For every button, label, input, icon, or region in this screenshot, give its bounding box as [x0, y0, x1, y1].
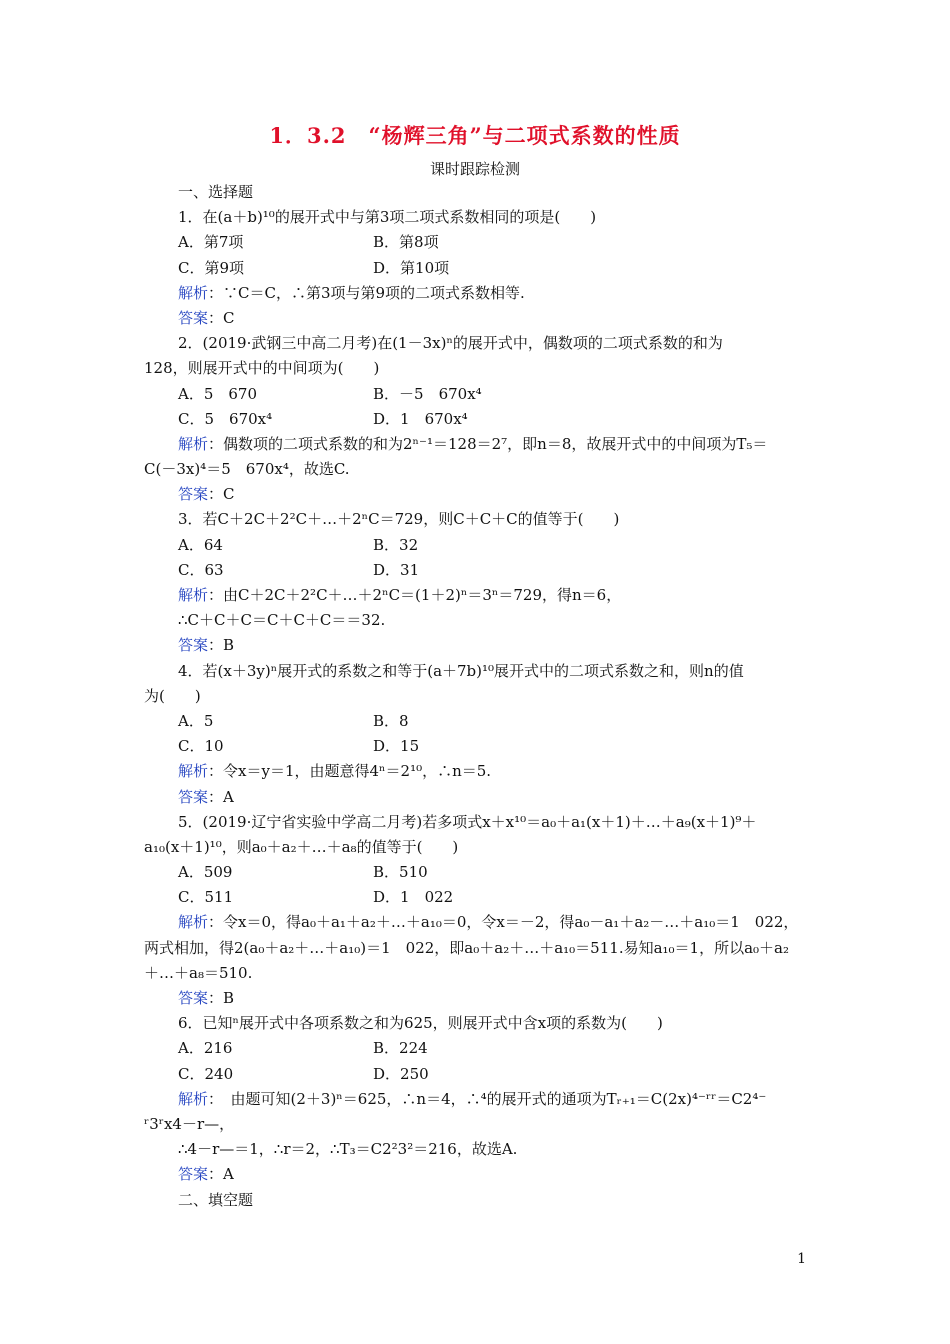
- options-row: [144, 558, 808, 583]
- options-row: [144, 1062, 808, 1087]
- question-stem-cont: 为( ): [144, 686, 201, 705]
- solution-line: 解析：偶数项的二项式系数的和为2ⁿ⁻¹＝128＝2⁷，即n＝8，故展开式中的中间项为T₅＝: [178, 434, 768, 453]
- answer-label: 答案: [178, 485, 209, 504]
- option: A．5: [178, 711, 214, 730]
- section-heading: 一、选择题: [178, 183, 254, 201]
- options-row: [144, 533, 808, 558]
- options-row: [144, 885, 808, 910]
- options-row: [144, 734, 808, 759]
- option: D．1 670x⁴: [373, 409, 468, 428]
- page-number: 1: [797, 1251, 806, 1267]
- solution-label: 解析: [178, 434, 209, 453]
- answer-label: 答案: [178, 787, 209, 806]
- section-heading: 二、填空题: [178, 1190, 254, 1209]
- option: A．216: [178, 1039, 233, 1058]
- solution-line: 解析：令x＝0，得a₀＋a₁＋a₂＋…＋a₁₀＝0，令x＝－2，得a₀－a₁＋a₂－…＋a₁₀＝1 022，: [178, 913, 799, 932]
- option: B．8: [373, 711, 409, 730]
- question-stem: 1．在(a＋b)¹⁰的展开式中与第3项二项式系数相同的项是( ): [178, 208, 597, 227]
- option: D．第10项: [373, 258, 450, 277]
- solution-cont: C(－3x)⁴＝5 670x⁴，故选C.: [144, 460, 350, 479]
- solution-label: 解析: [178, 913, 209, 932]
- answer-line: 答案：C: [178, 308, 235, 327]
- option: D．15: [373, 737, 420, 756]
- answer-line: 答案：A: [178, 1165, 234, 1184]
- solution-line: 解析： 由题可知(2＋3)ⁿ＝625，∴n＝4，∴⁴的展开式的通项为Tᵣ₊₁＝C(2x)⁴⁻ʳʳ＝C2⁴⁻: [178, 1089, 767, 1108]
- answer-line: 答案：C: [178, 485, 235, 504]
- options-row: [144, 709, 808, 734]
- option: C．10: [178, 737, 224, 756]
- options-row: [144, 1036, 808, 1061]
- solution-cont: ＋…＋a₈＝510.: [144, 963, 253, 982]
- solution-label: 解析: [178, 586, 209, 604]
- answer-label: 答案: [178, 989, 209, 1007]
- option: A．64: [178, 535, 223, 554]
- solution-cont: ∴C＋C＋C＝C＋C＋C＝＝32.: [178, 611, 386, 630]
- options-row: [144, 407, 808, 432]
- options-row: [144, 230, 808, 255]
- answer-line: 答案：A: [178, 787, 234, 806]
- option: C．511: [178, 888, 234, 907]
- solution-line: 解析：∵C＝C，∴第3项与第9项的二项式系数相等.: [178, 283, 525, 302]
- option: A．509: [178, 863, 233, 882]
- option: B．第8项: [373, 233, 439, 252]
- page-title: 1．3.2 “杨辉三角”与二项式系数的性质: [269, 123, 681, 148]
- question-stem: 4．若(x＋3y)ⁿ展开式的系数之和等于(a＋7b)¹⁰展开式中的二项式系数之和，则n的值: [178, 661, 744, 680]
- solution-line: 解析：令x＝y＝1，由题意得4ⁿ＝2¹⁰，∴n＝5.: [178, 762, 492, 781]
- solution-line: 解析：由C＋2C＋2²C＋…＋2ⁿC＝(1＋2)ⁿ＝3ⁿ＝729，得n＝6，: [178, 586, 622, 604]
- option: B．224: [373, 1039, 428, 1058]
- option: C．63: [178, 560, 224, 579]
- solution-label: 解析: [178, 283, 209, 302]
- question-stem: 5．(2019·辽宁省实验中学高二月考)若多项式x＋x¹⁰＝a₀＋a₁(x＋1)＋…＋a₉(x＋1)⁹＋: [178, 812, 757, 831]
- question-stem: 3．若C＋2C＋2²C＋…＋2ⁿC＝729，则C＋C＋C的值等于( ): [178, 510, 620, 529]
- answer-line: 答案：B: [178, 636, 235, 655]
- solution-cont: ∴4－r—＝1，∴r＝2，∴T₃＝C2²3²＝216，故选A.: [178, 1140, 518, 1159]
- option: B．510: [373, 863, 428, 882]
- answer-line: 答案：B: [178, 989, 235, 1007]
- page-subtitle: 课时跟踪检测: [429, 160, 520, 178]
- option: C．240: [178, 1064, 234, 1083]
- option: A．第7项: [178, 233, 244, 252]
- question-stem-cont: 128，则展开式中的中间项为( ): [144, 359, 380, 378]
- answer-label: 答案: [178, 1165, 209, 1184]
- solution-label: 解析: [178, 1089, 209, 1108]
- question-stem-cont: a₁₀(x＋1)¹⁰，则a₀＋a₂＋…＋a₈的值等于( ): [144, 837, 459, 856]
- options-row: [144, 382, 808, 407]
- answer-label: 答案: [178, 308, 209, 327]
- option: A．5 670: [178, 384, 258, 403]
- options-row: [144, 860, 808, 885]
- option: B．－5 670x⁴: [373, 384, 482, 403]
- question-stem: 2．(2019·武钢三中高二月考)在(1－3x)ⁿ的展开式中，偶数项的二项式系数的和为: [178, 334, 723, 353]
- option: D．31: [373, 560, 420, 579]
- document-body: [144, 180, 808, 1213]
- question-stem: 6．已知ⁿ展开式中各项系数之和为625，则展开式中含x项的系数为( ): [178, 1014, 663, 1033]
- option: C．5 670x⁴: [178, 409, 273, 428]
- option: B．32: [373, 535, 419, 554]
- option: C．第9项: [178, 258, 245, 277]
- answer-label: 答案: [178, 636, 209, 655]
- solution-cont: ʳ3ʳx4－r—，: [144, 1114, 235, 1133]
- option: D．250: [373, 1064, 429, 1083]
- options-row: [144, 256, 808, 281]
- solution-cont: 两式相加，得2(a₀＋a₂＋…＋a₁₀)＝1 022，即a₀＋a₂＋…＋a₁₀＝511.易知a₁₀＝1，所以a₀＋a₂: [144, 938, 790, 957]
- solution-label: 解析: [178, 762, 209, 781]
- option: D．1 022: [373, 888, 454, 907]
